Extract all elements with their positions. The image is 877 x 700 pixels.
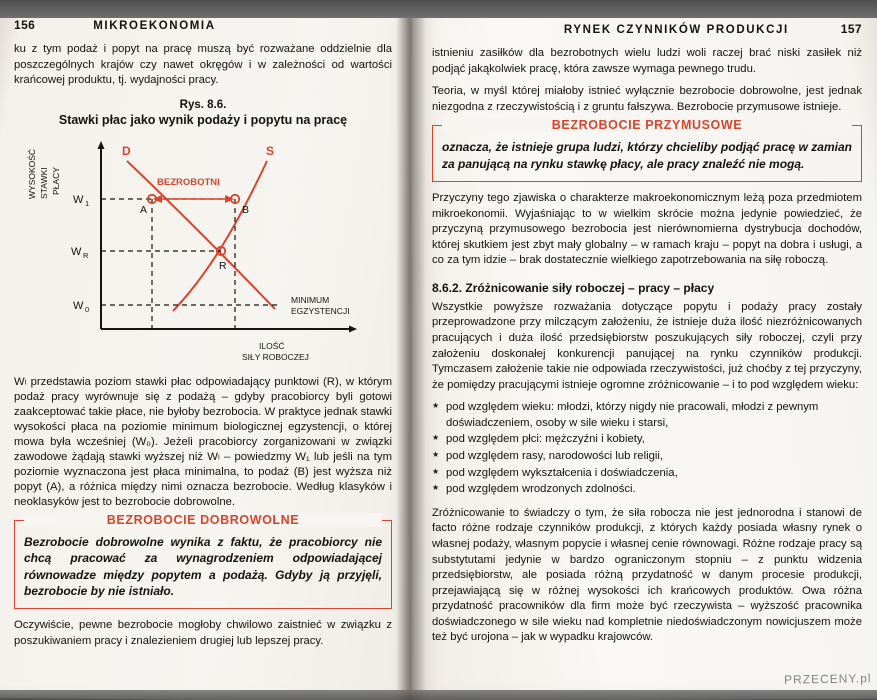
svg-text:S: S [266,143,275,158]
svg-text:B: B [242,203,250,216]
svg-text:1: 1 [85,198,90,208]
svg-text:ILOŚĆ: ILOŚĆ [259,340,285,351]
left-running-head: MIKROEKONOMIA [93,20,216,32]
svg-text:W: W [71,245,82,258]
svg-text:EGZYSTENCJI: EGZYSTENCJI [291,305,350,316]
list-item: ★ pod względem płci: mężczyźni i kobiety, [432,432,862,448]
svg-text:R: R [83,250,89,260]
callout-involuntary-title: BEZROBOCIE PRZYMUSOWE [442,118,852,132]
table-surface-bottom [0,690,877,700]
svg-text:A: A [140,203,148,216]
right-folio: 157 [840,22,862,36]
labor-market-diagram [23,133,383,371]
svg-text:BEZROBOTNI: BEZROBOTNI [157,176,220,188]
right-paragraph-4: Wszystkie powyższe rozważania dotyczące popytu i podaży pracy zostały przeprowadzone przy milczącym założeniu, że istnieje duża ilość niezróżnicowanych pracujących i duża ilość przedsiębiorstw poszukujących siły roboczej, czyli przy założeniu doskonałej konkurencji panującej na rynku czynników produkcji. Tymczasem założenie takie nie odpowiada rzeczywistości, już choćby z tej przyczyny, że pomiędzy pracującymi istnieje ogromne zróżnicowanie – i to pod względem wieku: [432,300,862,391]
callout-involuntary-text: oznacza, że istnieje grupa ludzi, którzy chcieliby podjąć pracę w zamian za panującą na rynku stawkę płacy, ale pracy znaleźć nie mogą. [442,140,852,171]
left-paragraph-1: ku z tym podaż i popyt na pracę muszą być rozważane oddzielnie dla poszczególnych krajów czy nawet okręgów i w zależności od wartości krańcowej produktu, tj. wydajności pracy. [14,43,392,87]
left-paragraph-3: Oczywiście, pewne bezrobocie mogłoby chwilowo zaistnieć w związku z poszukiwaniem pracy i znalezieniem drugiej lub lepszej pracy. [14,619,392,647]
right-paragraph-5: Zróżnicowanie to świadczy o tym, że siła robocza nie jest jednorodna i stanowi de facto różne rodzaje czynników produkcji, z których każdy posiada własny rynek o własnej podaży, własnym popycie i własnej cenie równowagi. Różne rodzaje pracy są substytutami jedynie w bardzo ograniczonym stopniu – z punktu widzenia przedsiębiorstw, ale posiada różną przydatność w danym procesie produkcji, przejawiającą się w różnej wysokości ich krańcowych produktów. Owa różna przydatność pracowników dla firm może być rzeczywista – wyższość pracownika doświadczonego w sile wieku nad kompletnie niedoświadczonym nowicjuszem może też być urojona – jak w wypadku krajowców. [432,506,862,644]
right-paragraph-2: Teoria, w myśl której miałoby istnieć wyłącznie bezrobocie dobrowolne, jest jednak niezgodna z rzeczywistością i z gruntu fałszywa. Bezrobocie przymusowe istnieje. [432,85,862,113]
svg-text:W: W [73,193,84,206]
right-running-head: RYNEK CZYNNIKÓW PRODUKCJI [563,24,789,36]
right-paragraph-3: Przyczyny tego zjawiska o charakterze makroekonomicznym leżą poza przedmiotem mikroekonomii. Wyjaśniając to w wielkim skrócie można jedynie powiedzieć, że przyczyną przymusowego bezrobocia jest nierównomierna dystrybucja dochodów, której skutkiem jest zbyt mały globalny – w ramach kraju – popyt na dobra i usługi, a co za tym idzie – brak dostatecznie wielkiego zapotrzebowania na siłę roboczą. [432,191,862,267]
list-item: ★ pod względem wieku: młodzi, którzy nigdy nie pracowali, młodzi z pewnym doświadczeniem, osoby w sile wieku i starsi, [432,400,862,431]
svg-text:0: 0 [85,304,90,314]
list-item: ★ pod względem wrodzonych zdolności. [432,482,862,498]
svg-text:W: W [73,299,84,312]
svg-text:STAWKI: STAWKI [39,167,49,199]
right-running-header [432,22,862,36]
right-paragraph-1: istnieniu zasiłków dla bezrobotnych wielu ludzi woli raczej brać niski zasiłek niż podjąć jakąkolwiek pracę, która zawsze wymaga pewnego trudu. [432,47,862,75]
callout-voluntary-text: Bezrobocie dobrowolne wynika z faktu, że pracobiorcy nie chcą pracować za wynagrodzeniem odpowiadającej równowadze między popytem a podażą. Gdyby ją przyjęli, bezrobocie by nie istniało. [24,534,382,598]
watermark: PRZECENY.pl [783,671,872,687]
svg-text:MINIMUM: MINIMUM [291,294,330,305]
section-heading-8-6-2: 8.6.2. Zróżnicowanie siły roboczej – pracy – płacy [432,280,715,295]
left-page-text [14,18,392,656]
svg-text:WYSOKOŚĆ: WYSOKOŚĆ [27,148,37,199]
figure-8-6-chart [23,133,383,371]
callout-voluntary-title: BEZROBOCIE DOBROWOLNE [24,513,382,527]
left-running-header [14,18,392,32]
svg-text:SIŁY ROBOCZEJ: SIŁY ROBOCZEJ [242,351,309,362]
svg-text:PŁACY: PŁACY [51,166,61,195]
left-paragraph-2: Wₗ przedstawia poziom stawki płac odpowiadający punktowi (R), w którym podaż pracy wyrównuje się z podażą – gdyby pracobiorcy byli gotowi zaakceptować takie płace, nie byłoby bezrobocia. W praktyce jednak stawki wysokości płaca na poziomie minimum biologicznej egzystencji, o której mowa była wcześniej (W₀). Jeżeli pracobiorcy zorganizowani w związki zawodowe żądają stawki wyższej niż Wₗ – powiedzmy W₁ lub jeśli na tym poziomie wyznaczona jest płaca minimalna, to podaż (B) jest wyższa niż popyt (A), a różnica między nimi oznacza bezrobocie. Według klasyków i neoklasyków jest to bezrobocie dobrowolne. [14,375,393,508]
list-item: ★ pod względem rasy, narodowości lub religii, [432,449,862,465]
figure-caption: Stawki płac jako wynik podaży i popytu na pracę [58,112,348,127]
svg-text:D: D [122,143,131,158]
left-folio: 156 [14,18,36,32]
svg-text:R: R [219,259,227,272]
callout-involuntary-unemployment [432,118,862,182]
table-surface-top [0,0,877,18]
list-item: ★ pod względem wykształcenia i doświadczenia, [432,466,862,482]
differentiation-list [432,400,862,497]
right-page-text [432,22,862,653]
callout-voluntary-unemployment [14,512,392,609]
figure-number: Rys. 8.6. [179,98,227,111]
